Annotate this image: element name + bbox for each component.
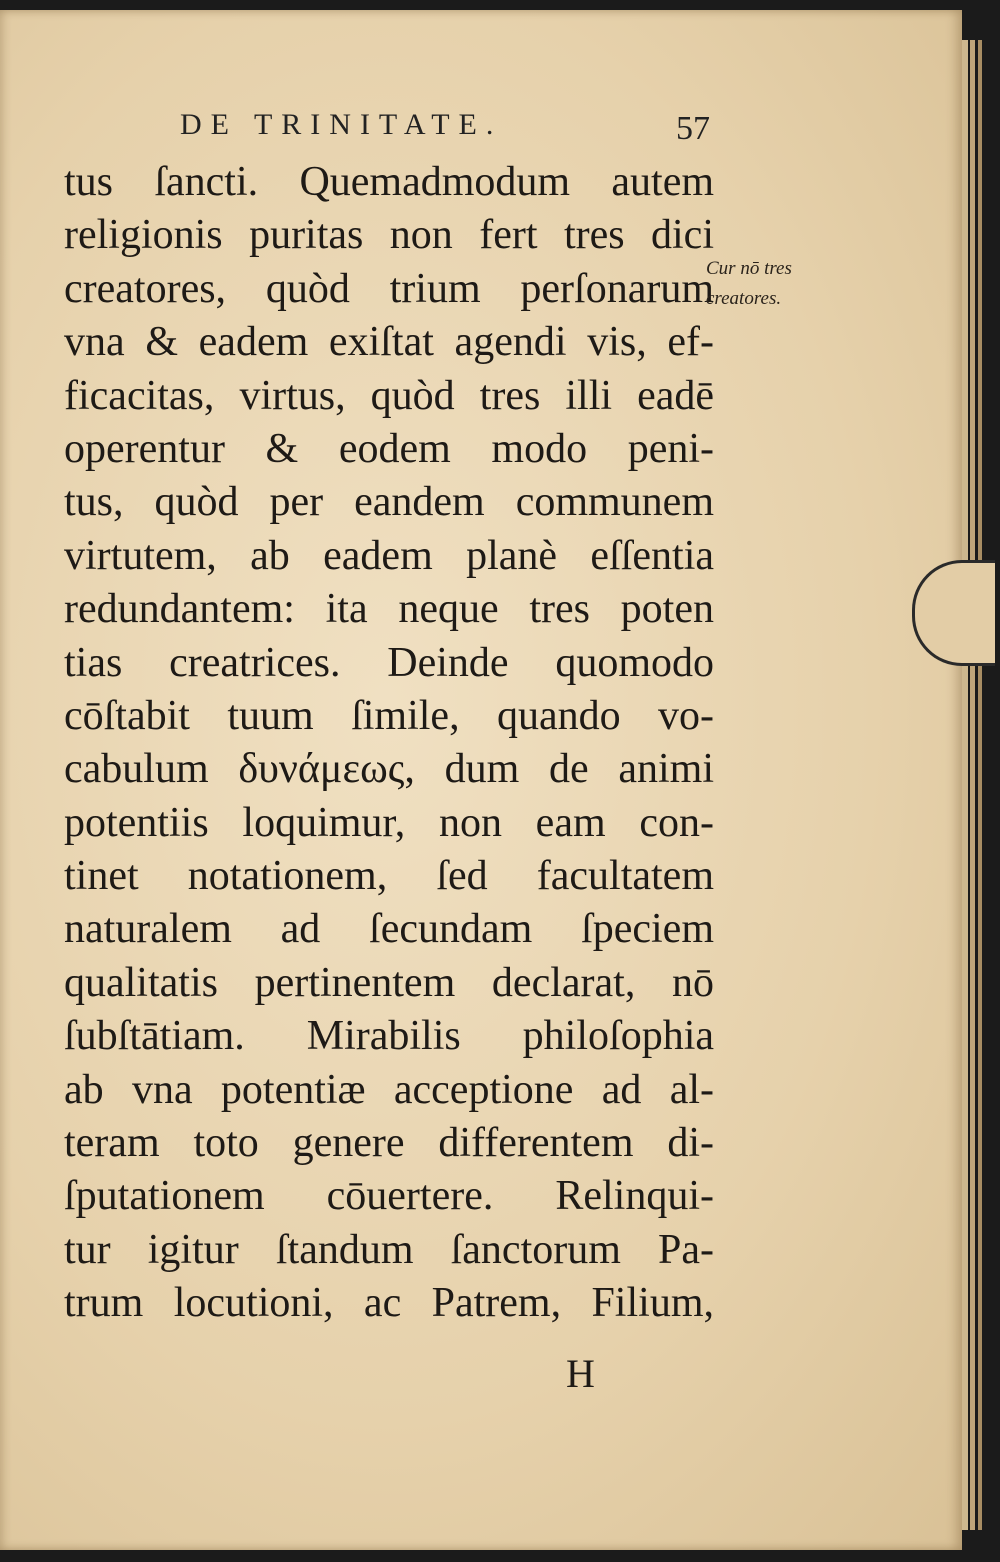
text-line: vna & eadem exiſtat agendi vis, ef- [64, 319, 714, 366]
margin-note-line: creatores. [706, 288, 782, 309]
page-edge [970, 40, 975, 1530]
page-number: 57 [676, 110, 710, 147]
text-line: redundantem: ita neque tres poten [64, 586, 714, 633]
text-line: trum locutioni, ac Patrem, Filium, [64, 1280, 714, 1327]
text-line: qualitatis pertinentem declarat, nō [64, 959, 714, 1006]
text-line: tus, quòd per eandem communem [64, 479, 714, 526]
text-line: potentiis loquimur, non eam con- [64, 799, 714, 846]
margin-note-line: Cur nō tres [706, 258, 792, 279]
text-line: naturalem ad ſecundam ſpeciem [64, 906, 714, 953]
text-line: ab vna potentiæ acceptione ad al- [64, 1066, 714, 1113]
page-edge [978, 40, 982, 1530]
text-line: tur igitur ſtandum ſanctorum Pa- [64, 1226, 714, 1273]
text-line: tus ſancti. Quemadmodum autem [64, 159, 714, 205]
text-line: teram toto genere differentem di- [64, 1120, 714, 1167]
page-edge [962, 40, 968, 1530]
text-line: creatores, quòd trium perſonarum [64, 265, 714, 312]
text-line: tinet notationem, ſed facultatem [64, 853, 714, 900]
book-page [0, 10, 962, 1550]
text-line: tias creatrices. Deinde quomodo [64, 639, 714, 686]
running-title: DE TRINITATE. [180, 108, 503, 141]
margin-note [706, 254, 856, 314]
text-line: virtutem, ab eadem planè eſſentia [64, 532, 714, 579]
text-line: cabulum δυνάμεως, dum de animi [64, 746, 714, 793]
text-line: ficacitas, virtus, quòd tres illi eadē [64, 372, 714, 419]
text-line: religionis puritas non fert tres dici [64, 212, 714, 259]
text-line: ſubſtātiam. Mirabilis philoſophia [64, 1013, 714, 1060]
signature-mark: H [566, 1351, 595, 1396]
body-text [64, 156, 714, 1331]
text-line: operentur & eodem modo peni- [64, 425, 714, 472]
page-tab-loop [912, 560, 995, 666]
text-line: ſputationem cōuertere. Relinqui- [64, 1173, 714, 1220]
page-header [180, 108, 710, 152]
text-line: cōſtabit tuum ſimile, quando vo- [64, 692, 714, 739]
